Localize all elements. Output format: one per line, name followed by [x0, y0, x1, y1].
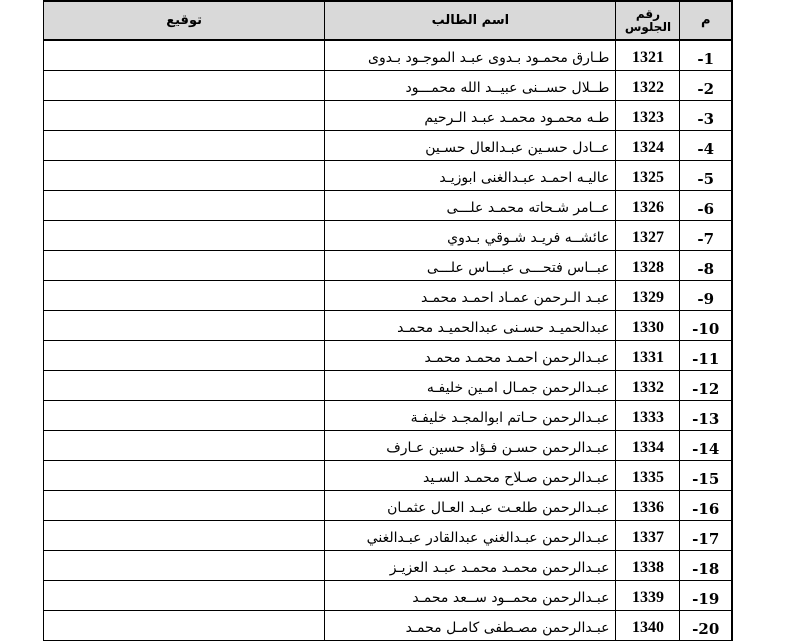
seat-number: 1334 — [616, 430, 680, 460]
header-index: م — [680, 1, 732, 40]
student-name: عبدالحميـد حسـنى عبدالحميـد محمـد — [325, 310, 616, 340]
signature-cell — [44, 400, 325, 430]
signature-cell — [44, 370, 325, 400]
signature-cell — [44, 460, 325, 490]
table-row — [44, 70, 733, 100]
row-index: 4- — [680, 130, 732, 160]
student-name: عبـدالرحمن صـلاح محمـد السـيد — [325, 460, 616, 490]
student-name: طــلال حســنى عبيــد الله محمـــود — [325, 70, 616, 100]
table-header — [44, 1, 733, 40]
header-signature: توقيع — [44, 1, 325, 40]
student-name: عاليـه احمـد عبـدالغنى ابوزيـد — [325, 160, 616, 190]
table-row — [44, 370, 733, 400]
student-name: عائشــه فريـد شـوقي بـدوي — [325, 220, 616, 250]
signature-cell — [44, 490, 325, 520]
table-row — [44, 430, 733, 460]
seat-number: 1337 — [616, 520, 680, 550]
row-index: 6- — [680, 190, 732, 220]
table-row — [44, 100, 733, 130]
table-row — [44, 520, 733, 550]
student-name: عبـدالرحمن عبـدالغني عبدالقادر عبـدالغني — [325, 520, 616, 550]
header-seat-number: رقم الجلوس — [616, 1, 680, 40]
student-name: عبـدالرحمن مصـطفى كامـل محمـد — [325, 610, 616, 640]
seat-number: 1330 — [616, 310, 680, 340]
seat-number: 1335 — [616, 460, 680, 490]
seat-number: 1338 — [616, 550, 680, 580]
table-row — [44, 340, 733, 370]
signature-cell — [44, 40, 325, 70]
seat-number: 1324 — [616, 130, 680, 160]
table-row — [44, 190, 733, 220]
table-row — [44, 220, 733, 250]
seat-number: 1340 — [616, 610, 680, 640]
row-index: 15- — [680, 460, 732, 490]
student-name: عبـدالرحمن طلعـت عبـد العـال عثمـان — [325, 490, 616, 520]
row-index: 16- — [680, 490, 732, 520]
student-name: عــامر شـحاته محمـد علـــى — [325, 190, 616, 220]
row-index: 1- — [680, 40, 732, 70]
table-row — [44, 460, 733, 490]
row-index: 2- — [680, 70, 732, 100]
row-index: 7- — [680, 220, 732, 250]
student-name: عبـد الـرحمن عمـاد احمـد محمـد — [325, 280, 616, 310]
seat-number: 1321 — [616, 40, 680, 70]
student-table — [43, 0, 733, 641]
signature-cell — [44, 550, 325, 580]
seat-number: 1326 — [616, 190, 680, 220]
row-index: 19- — [680, 580, 732, 610]
student-name: طـارق محمـود بـدوى عبـد الموجـود بـدوى — [325, 40, 616, 70]
signature-cell — [44, 520, 325, 550]
table-row — [44, 160, 733, 190]
row-index: 14- — [680, 430, 732, 460]
row-index: 9- — [680, 280, 732, 310]
signature-cell — [44, 310, 325, 340]
table-row — [44, 490, 733, 520]
row-index: 11- — [680, 340, 732, 370]
signature-cell — [44, 280, 325, 310]
seat-number: 1332 — [616, 370, 680, 400]
table-row — [44, 400, 733, 430]
row-index: 17- — [680, 520, 732, 550]
student-list-sheet — [43, 0, 733, 638]
student-name: عبـدالرحمن محمــود ســعد محمـد — [325, 580, 616, 610]
row-index: 3- — [680, 100, 732, 130]
table-row — [44, 310, 733, 340]
seat-number: 1333 — [616, 400, 680, 430]
row-index: 8- — [680, 250, 732, 280]
student-name: عبـدالرحمن جمـال امـين خليفـه — [325, 370, 616, 400]
seat-number: 1328 — [616, 250, 680, 280]
signature-cell — [44, 250, 325, 280]
table-body — [44, 40, 733, 640]
signature-cell — [44, 70, 325, 100]
table-row — [44, 280, 733, 310]
header-row — [44, 1, 733, 40]
signature-cell — [44, 220, 325, 250]
seat-number: 1323 — [616, 100, 680, 130]
table-row — [44, 580, 733, 610]
seat-number: 1325 — [616, 160, 680, 190]
student-name: عبـدالرحمن حسـن فـؤاد حسين عـارف — [325, 430, 616, 460]
row-index: 13- — [680, 400, 732, 430]
seat-number: 1327 — [616, 220, 680, 250]
student-name: طـه محمـود محمـد عبـد الـرحيم — [325, 100, 616, 130]
signature-cell — [44, 580, 325, 610]
seat-number: 1329 — [616, 280, 680, 310]
row-index: 12- — [680, 370, 732, 400]
seat-number: 1322 — [616, 70, 680, 100]
signature-cell — [44, 100, 325, 130]
row-index: 18- — [680, 550, 732, 580]
seat-number: 1336 — [616, 490, 680, 520]
row-index: 10- — [680, 310, 732, 340]
signature-cell — [44, 610, 325, 640]
row-index: 5- — [680, 160, 732, 190]
student-name: عبـدالرحمن محمـد محمـد عبـد العزيـز — [325, 550, 616, 580]
table-row — [44, 130, 733, 160]
table-row — [44, 250, 733, 280]
signature-cell — [44, 340, 325, 370]
student-name: عــادل حسـين عبـدالعال حسـين — [325, 130, 616, 160]
row-index: 20- — [680, 610, 732, 640]
signature-cell — [44, 130, 325, 160]
table-row — [44, 550, 733, 580]
signature-cell — [44, 430, 325, 460]
seat-number: 1339 — [616, 580, 680, 610]
student-name: عبـدالرحمن احمـد محمـد محمـد — [325, 340, 616, 370]
table-row — [44, 610, 733, 640]
student-name: عبــاس فتحـــى عبـــاس علـــى — [325, 250, 616, 280]
signature-cell — [44, 190, 325, 220]
table-row — [44, 40, 733, 70]
student-name: عبـدالرحمن حـاتم ابوالمجـد خليفـة — [325, 400, 616, 430]
header-student-name: اسم الطالب — [325, 1, 616, 40]
signature-cell — [44, 160, 325, 190]
seat-number: 1331 — [616, 340, 680, 370]
